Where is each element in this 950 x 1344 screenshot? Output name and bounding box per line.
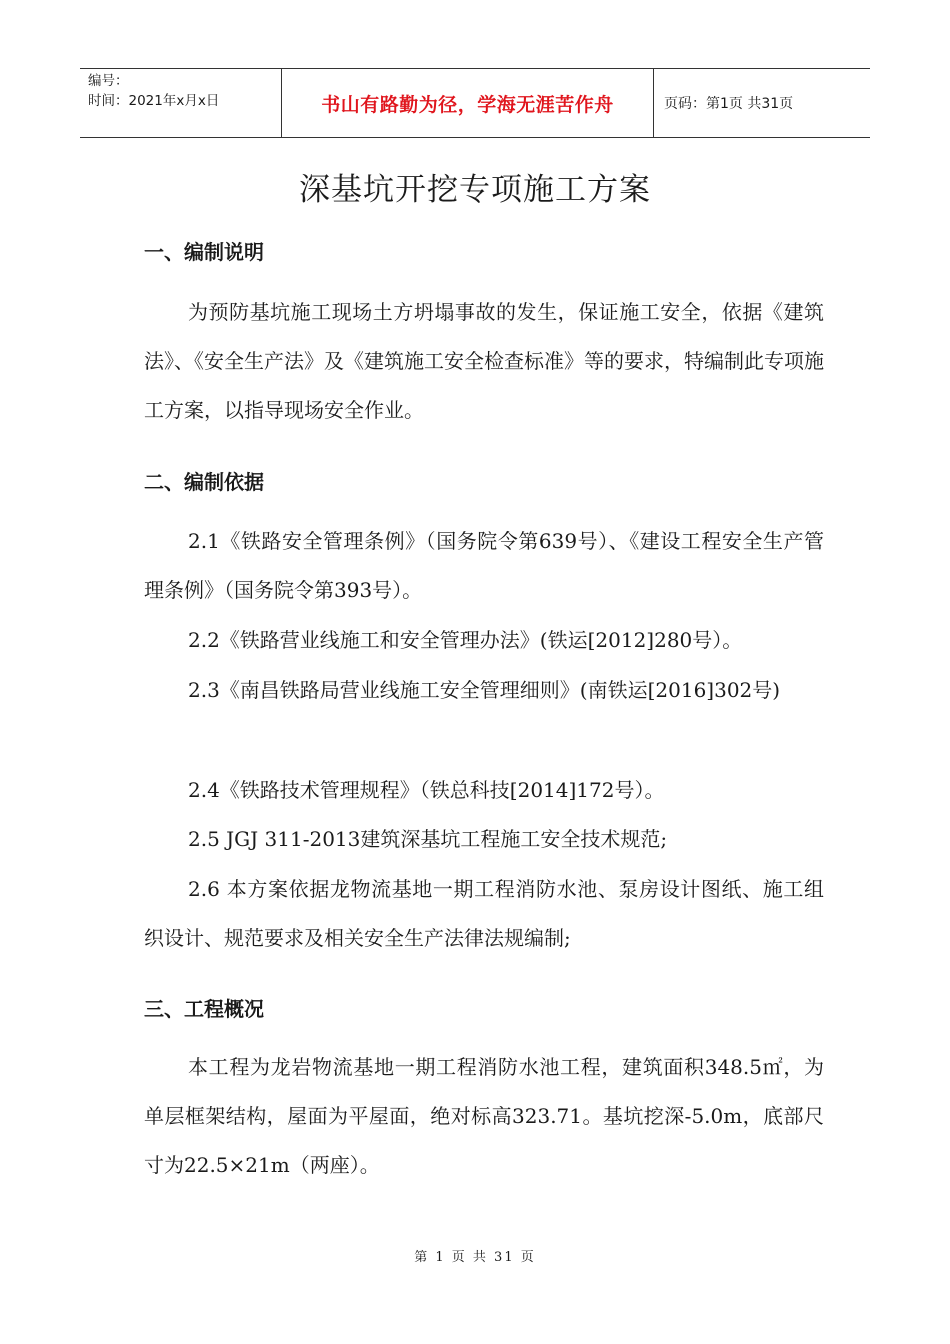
header-page-info: 页码：第1页 共31页 <box>664 96 794 112</box>
basis-item: 2.3《南昌铁路局营业线施工安全管理细则》(南铁运[2016]302号) <box>188 678 781 702</box>
section-heading-3: 三、工程概况 <box>144 997 264 1021</box>
basis-item: 2.5 JGJ 311-2013建筑深基坑工程施工安全技术规范; <box>188 827 668 851</box>
header-motto: 书山有路勤为径，学海无涯苦作舟 <box>281 69 654 137</box>
document-title: 深基坑开挖专项施工方案 <box>299 172 651 208</box>
document-time-label: 时间：2021年x月x日 <box>88 93 220 109</box>
section-3-paragraph: 本工程为龙岩物流基地一期工程消防水池工程，建筑面积348.5㎡，为单层框架结构，屋面为平屋面，绝对标高323.71。基坑挖深-5.0m，底部尺寸为22.5×21m（两座）。 <box>144 1055 824 1177</box>
basis-item: 2.1《铁路安全管理条例》（国务院令第639号）、《建设工程安全生产管理条例》（国务院令第393号）。 <box>144 529 824 602</box>
page-header <box>80 68 870 138</box>
basis-item: 2.6 本方案依据龙物流基地一期工程消防水池、泵房设计图纸、施工组织设计、规范要求及相关安全生产法律法规编制; <box>144 877 824 950</box>
section-1-paragraph: 为预防基坑施工现场土方坍塌事故的发生，保证施工安全，依据《建筑法》、《安全生产法》及《建筑施工安全检查标准》等的要求，特编制此专项施工方案，以指导现场安全作业。 <box>144 300 824 422</box>
document-number-label: 编号： <box>88 73 129 89</box>
section-heading-1: 一、编制说明 <box>144 240 264 264</box>
header-meta <box>80 69 281 137</box>
page-footer: 第 1 页 共 31 页 <box>414 1250 536 1265</box>
basis-item: 2.2《铁路营业线施工和安全管理办法》(铁运[2012]280号）。 <box>188 628 743 652</box>
section-heading-2: 二、编制依据 <box>144 470 264 494</box>
basis-item: 2.4《铁路技术管理规程》（铁总科技[2014]172号）。 <box>188 778 665 802</box>
